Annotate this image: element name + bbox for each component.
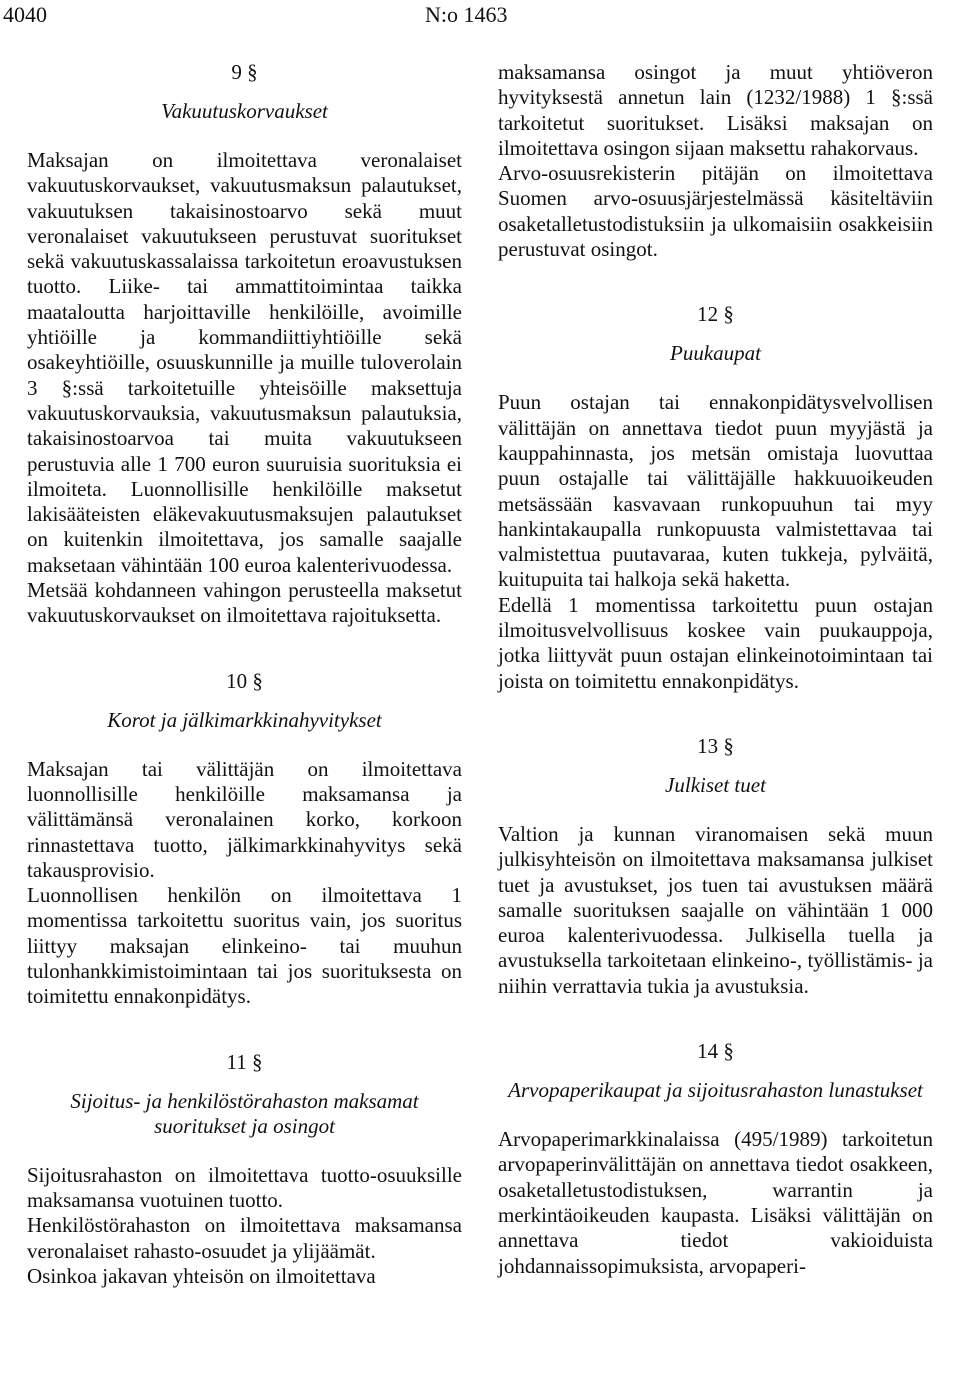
section-13-paragraph-1: Valtion ja kunnan viranomaisen sekä muun julkisyhteisön on ilmoitettava maksamansa julkiset tuet ja avustukset, jos tuen tai avustuksen määrä samalle suorituksen saajalle on vähintään 1 000 euroa kalenterivuodessa. Julkisella tuella ja avustuksella tarkoitetaan elinkeino-, työllistämis- ja niihin verrattavia tukia ja avustuksia.: [498, 821, 933, 998]
section-14-number: 14 §: [697, 1039, 734, 1064]
section-12-paragraph-2: Edellä 1 momentissa tarkoitettu puun ostajan ilmoitusvelvollisuus koskee vain puukauppoja, jotka liittyvät puun ostajan elinkeinotoimintaan tai joista on toimitettu ennakonpidätys.: [498, 592, 933, 693]
section-9-number: 9 §: [231, 60, 258, 84]
section-10-number: 10 §: [226, 668, 263, 693]
section-10-paragraph-2: Luonnollisen henkilön on ilmoitettava 1 momentissa tarkoitettu suoritus vain, jos suoritus liittyy maksajan elinkeino- tai muuhun tulonhankkimistoimintaan tai jos suorituksesta on toimitettu ennakonpidätys.: [27, 883, 462, 1009]
right-column: [498, 60, 933, 1279]
section-10-paragraph-1: Maksajan tai välittäjän on ilmoitettava luonnollisille henkilöille maksamansa ja välittämänsä veronalainen korko, korkoon rinnastettava tuotto, jälkimarkkinahyvitys sekä takausprovisio.: [27, 756, 462, 882]
section-11-title: Sijoitus- ja henkilöstörahaston maksamat suoritukset ja osingot: [70, 1088, 419, 1138]
section-12-number: 12 §: [697, 302, 734, 327]
continuation-paragraph-1: maksamansa osingot ja muut yhtiöveron hyvityksestä annetun lain (1232/1988) 1 §:ssä tarkoitetut suoritukset. Lisäksi maksajan on ilmoitettava osingon sijaan maksettu rahakorvaus.: [498, 60, 933, 160]
section-9-paragraph-1: Maksajan on ilmoitettava veronalaiset vakuutuskorvaukset, vakuutusmaksun palautukset, vakuutuksen takaisinostoarvo sekä muut veronalaiset vakuutukseen perustuvat suoritukset sekä vakuutuskassalaissa tarkoitetun eroavustuksen tuotto. Liike- tai ammattitoimintaa taikka maataloutta harjoittaville henkilöille, avoimille yhtiöille ja kommandiittiyhtiöille sekä osakeyhtiöille, osuuskunnille ja muille tuloverolain 3 §:ssä tarkoitetuille yhteisöille maksettuja vakuutuskorvauksia, vakuutusmaksun palautuksia, takaisinostoarvoa tai muita vakuutukseen perustuvia alle 1 700 euron suuruisia suorituksia ei ilmoiteta. Luonnollisille henkilöille maksetut lakisääteisten eläkevakuutusmaksujen palautukset on kuitenkin ilmoitettava, jos samalle saajalle maksetaan vähintään 100 euroa kalenterivuodessa.: [27, 148, 462, 577]
section-11-paragraph-1: Sijoitusrahaston on ilmoitettava tuotto-osuuksille maksamansa vuotuinen tuotto.: [27, 1162, 462, 1212]
section-12-title: Puukaupat: [670, 341, 761, 366]
section-13-number: 13 §: [697, 733, 734, 758]
issue-number: N:o 1463: [425, 2, 508, 27]
continuation-paragraph-2: Arvo-osuusrekisterin pitäjän on ilmoitettava Suomen arvo-osuusjärjestelmässä käsiteltäviin osaketalletustodistuksiin ja ulkomaisiin osakkeisiin perustuvat osingot.: [498, 161, 933, 262]
section-11-paragraph-3: Osinkoa jakavan yhteisön on ilmoitettava: [27, 1263, 376, 1288]
section-9-title: Vakuutuskorvaukset: [161, 99, 328, 123]
section-12-paragraph-1: Puun ostajan tai ennakonpidätysvelvollisen välittäjän on annettava tiedot puun myyjästä ja kauppahinnasta, jos metsän omistaja luovuttaa puun ostajalle tai välittäjälle hakkuuoikeuden metsässään kasvavaan runkopuuhun tai myy hankintakaupalla runkopuusta valmistettavaa tai valmistettua puutavaraa, kuten tukkeja, pylväitä, kuitupuita tai halkoja sekä haketta.: [498, 390, 933, 592]
page-header: [0, 2, 960, 32]
section-13-title: Julkiset tuet: [665, 772, 766, 797]
section-11-number: 11 §: [226, 1049, 263, 1074]
section-9-paragraph-2: Metsää kohdanneen vahingon perusteella maksetut vakuutuskorvaukset on ilmoitettava rajoituksetta.: [27, 578, 462, 628]
section-14-title: Arvopaperikaupat ja sijoitusrahaston lunastukset: [508, 1078, 923, 1103]
section-14-paragraph-1: Arvopaperimarkkinalaissa (495/1989) tarkoitetun arvopaperinvälittäjän on annettava tiedot osakkeen, osaketalletustodistuksen, warrantin ja merkintäoikeuden kaupasta. Lisäksi välittäjän on annettava tiedot vakioiduista johdannaissopimuksista, arvopaperi-: [498, 1127, 933, 1278]
section-11-paragraph-2: Henkilöstörahaston on ilmoitettava maksamansa veronalaiset rahasto-osuudet ja ylijäämät.: [27, 1213, 462, 1263]
page-number: 4040: [3, 2, 47, 27]
section-10-title: Korot ja jälkimarkkinahyvitykset: [107, 707, 382, 732]
left-column: [27, 60, 462, 1289]
